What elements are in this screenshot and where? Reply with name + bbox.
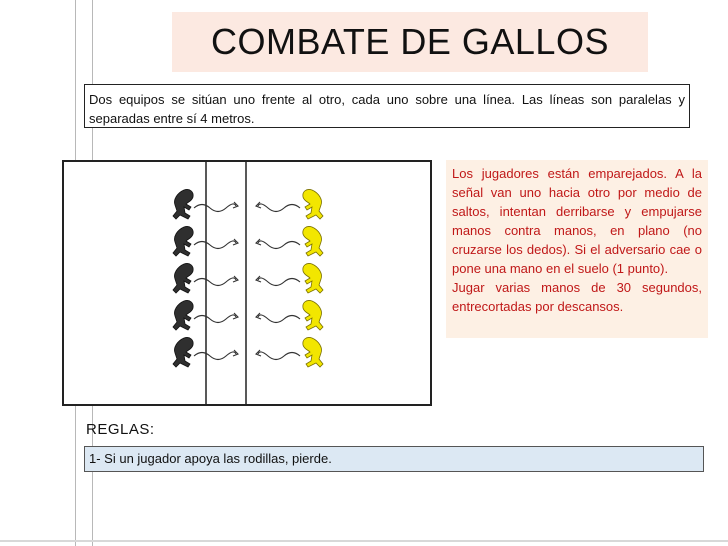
jump-arrow-left: [258, 352, 300, 360]
rules-box: [84, 446, 704, 472]
intro-text: Dos equipos se sitúan uno frente al otro, cada uno sobre una línea. Las líneas son paralelas y separadas entre sí 4 metros.: [89, 92, 685, 126]
title-banner: [172, 12, 648, 72]
player-yellow-team: [303, 189, 323, 219]
rules-heading: REGLAS:: [86, 421, 155, 438]
player-dark-team: [173, 189, 193, 219]
player-yellow-team: [303, 300, 323, 330]
jump-arrow-right: [194, 278, 236, 286]
page-title: COMBATE DE GALLOS: [211, 21, 609, 62]
jump-arrow-right: [194, 241, 236, 249]
game-field-diagram: [62, 160, 432, 406]
description-paragraph: Jugar varias manos de 30 segundos, entrecortadas por descansos.: [452, 280, 702, 314]
player-dark-team: [173, 226, 193, 256]
player-dark-team: [173, 263, 193, 293]
jump-arrow-left: [258, 278, 300, 286]
jump-arrow-right: [194, 204, 236, 212]
jump-arrow-right: [194, 315, 236, 323]
jump-arrow-left: [258, 204, 300, 212]
player-yellow-team: [303, 337, 323, 367]
player-dark-team: [173, 300, 193, 330]
player-yellow-team: [303, 263, 323, 293]
jump-arrow-left: [258, 315, 300, 323]
rule-item: 1- Si un jugador apoya las rodillas, pierde.: [89, 451, 332, 466]
player-yellow-team: [303, 226, 323, 256]
bottom-divider: [0, 540, 728, 542]
description-paragraph: Los jugadores están emparejados. A la señal van uno hacia otro por medio de saltos, intentan derribarse y empujarse manos contra manos, en plano (no cruzarse los dedos). Si el adversario cae o pone una mano en el suelo (1 punto).: [452, 166, 702, 276]
player-dark-team: [173, 337, 193, 367]
intro-box: [84, 84, 690, 128]
field-illustration: [64, 162, 430, 404]
jump-arrow-right: [194, 352, 236, 360]
jump-arrow-left: [258, 241, 300, 249]
description-box: [446, 160, 708, 338]
